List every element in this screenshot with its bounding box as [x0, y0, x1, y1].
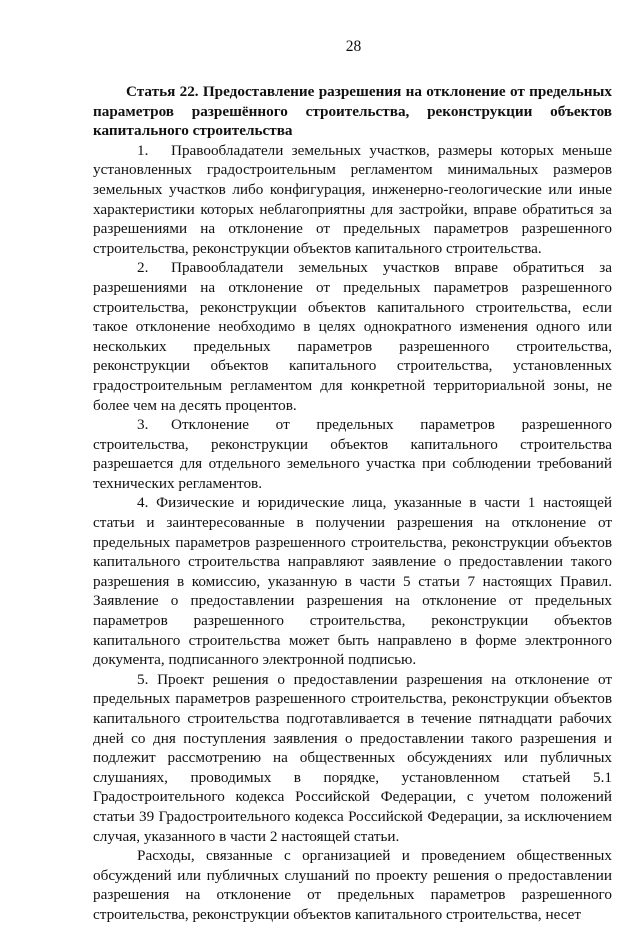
- paragraph-4: [93, 493, 612, 669]
- page-number: 28: [345, 38, 362, 55]
- paragraph-number: 3.: [137, 416, 149, 434]
- paragraph-text: Расходы, связанные с организацией и проведением общественных обсуждений или публичных слушаний по проекту решения о предоставлении разрешения на отклонение от предельных параметров разрешенного строительства, реконструкции объектов капитального строительства, несет: [93, 847, 612, 923]
- paragraph-text: 5. Проект решения о предоставлении разрешения на отклонение от предельных параметров разрешенного строительства, реконструкции объектов капитального строительства подготавливается в течение пятнадцати рабочих дней со дня поступления заявления о предоставлении такого разрешения и подлежит рассмотрению на общественных обсуждениях или публичных слушаниях, проводимых в порядке, установленном статьей 5.1 Градостроительного кодекса Российской Федерации, с учетом положений статьи 39 Градостроительного кодекса Российской Федерации, за исключением случая, указанного в части 2 настоящей статьи.: [93, 670, 612, 845]
- paragraph-3: [93, 415, 612, 493]
- paragraph-5: [93, 670, 612, 846]
- paragraph-1: [93, 141, 612, 259]
- paragraph-number: 2.: [137, 259, 149, 277]
- paragraph-2: [93, 258, 612, 415]
- paragraph-text: Правообладатели земельных участков, размеры которых меньше установленных градостроительным регламентом минимальных размеров земельных участков либо конфигурация, инженерно-геологические или иные характеристики которых неблагоприятны для застройки, вправе обратиться за разрешениями на отклонение от предельных параметров разрешенного строительства, реконструкции объектов капитального строительства.: [93, 141, 612, 257]
- article-title: Статья 22. Предоставление разрешения на отклонение от предельных параметров разрешённого строительства, реконструкции объектов капитального строительства: [93, 83, 612, 140]
- paragraph-text: 4. Физические и юридические лица, указанные в части 1 настоящей статьи и заинтересованные в получении разрешения на отклонение от предельных параметров разрешенного строительства, реконструкции объектов капитального строительства направляют заявление о предоставлении такого разрешения в комиссию, указанную в части 5 статьи 7 настоящих Правил. Заявление о предоставлении разрешения на отклонение от предельных параметров разрешенного строительства, реконструкции объектов капитального строительства может быть направлено в форме электронного документа, подписанного электронной подписью.: [93, 494, 612, 669]
- paragraph-number: 1.: [137, 141, 149, 159]
- paragraph-text: Правообладатели земельных участков вправе обратиться за разрешениями на отклонение от предельных параметров разрешенного строительства, реконструкции объектов капитального строительства, если такое отклонение необходимо в целях однократного изменения одного или нескольких предельных параметров разрешенного строительства, реконструкции объектов капитального строительства, установленных градостроительным регламентом для конкретной территориальной зоны, не более чем на десять процентов.: [93, 259, 612, 414]
- paragraph-6: [93, 846, 612, 924]
- paragraph-text: Отклонение от предельных параметров разрешенного строительства, реконструкции объектов капитального строительства разрешается для отдельного земельного участка при соблюдении требований технических регламентов.: [93, 416, 612, 492]
